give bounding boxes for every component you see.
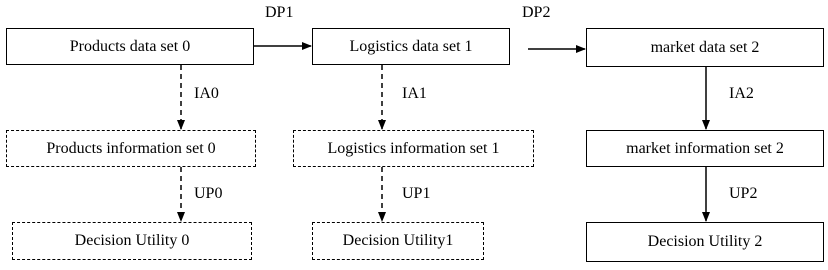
edge-label-up0: UP0 (194, 185, 223, 202)
edge-label-dp2: DP2 (522, 4, 551, 21)
node-logistics-data-label: Logistics data set 1 (349, 37, 473, 55)
node-utility-2-label: Decision Utility 2 (647, 233, 763, 250)
edge-label-up1: UP1 (402, 185, 431, 202)
node-market-info-label: market information set 2 (626, 139, 784, 157)
edge-label-ia0: IA0 (194, 85, 219, 102)
node-logistics-info (293, 130, 534, 167)
edge-label-ia2: IA2 (729, 85, 754, 102)
edge-label-up2: UP2 (729, 185, 758, 202)
node-utility-0 (12, 222, 252, 260)
node-utility-1 (312, 222, 484, 260)
node-logistics-data (312, 28, 510, 65)
node-market-data (586, 28, 824, 67)
node-products-info (6, 130, 256, 167)
node-logistics-info-label: Logistics information set 1 (327, 139, 500, 157)
node-utility-1-label: Decision Utility1 (342, 232, 454, 249)
node-market-data-label: market data set 2 (650, 38, 760, 56)
node-utility-0-label: Decision Utility 0 (74, 232, 190, 249)
node-products-data (6, 28, 254, 65)
edge-label-ia1: IA1 (402, 85, 427, 102)
node-market-info (586, 130, 824, 167)
node-products-info-label: Products information set 0 (46, 139, 216, 157)
node-utility-2 (586, 222, 824, 262)
edge-label-dp1: DP1 (265, 4, 294, 21)
node-products-data-label: Products data set 0 (69, 37, 191, 55)
